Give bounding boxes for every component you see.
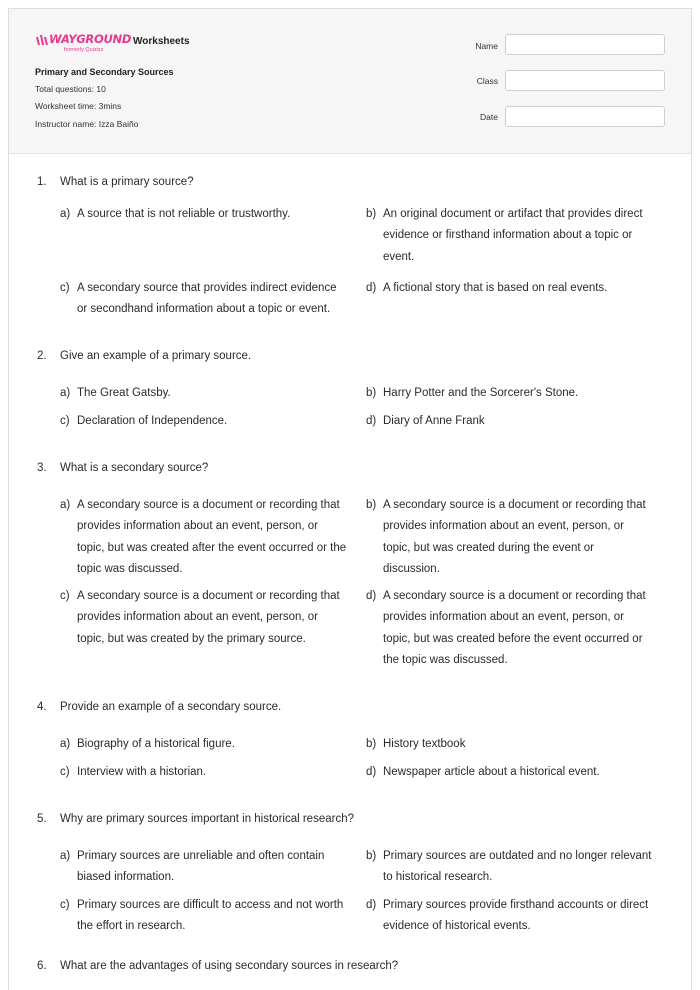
option-text-line: A secondary source is a document or recording that — [383, 590, 646, 602]
option-text-line: to historical research. — [383, 871, 493, 884]
option-text-line: provides information about an event, person, or — [77, 520, 319, 533]
option-letter: a) — [60, 208, 71, 220]
option-text — [383, 383, 578, 404]
option-text-line: A source that is not reliable or trustworthy. — [77, 208, 291, 220]
option-text-line: A secondary source is a document or recording that — [77, 590, 340, 602]
option-text-line: The Great Gatsby. — [77, 387, 171, 399]
option-text-line: Primary sources are outdated and no longer relevant — [383, 850, 652, 862]
worksheet-time: Worksheet time: 3mins — [35, 101, 122, 111]
option-text — [77, 846, 324, 889]
option-text-line: evidence or firsthand information about a topic or — [383, 229, 633, 242]
question-number: 3. — [37, 462, 47, 474]
option-text — [383, 895, 648, 938]
option-text — [77, 411, 227, 432]
option-letter: c) — [60, 282, 70, 294]
option-text — [383, 762, 600, 783]
question-text: What is a primary source? — [60, 176, 194, 188]
logo-wordmark: WAYGROUND — [49, 32, 132, 46]
option-letter: b) — [366, 208, 377, 220]
option-text-line: biased information. — [77, 871, 175, 884]
option-letter: c) — [60, 766, 70, 778]
option-text-line: topic, but was created before the event occurred or — [383, 632, 643, 645]
logo-subtitle: formerly Quizizz — [64, 47, 104, 53]
class-field[interactable] — [505, 70, 665, 91]
option-text-line: evidence of historical events. — [383, 920, 531, 933]
option-text — [383, 495, 646, 580]
question-number: 2. — [37, 350, 47, 362]
option-text — [77, 495, 346, 580]
option-text — [383, 411, 485, 432]
instructor-name: Instructor name: Izza Baiño — [35, 119, 139, 129]
question-text: Give an example of a primary source. — [60, 350, 252, 362]
option-text-line: provides information about an event, person, or — [77, 611, 319, 624]
option-text-line: topic, but was created by the primary source. — [77, 632, 306, 645]
question-text: What are the advantages of using secondary sources in research? — [60, 960, 399, 972]
option-text-line: topic was discussed. — [77, 562, 183, 575]
option-letter: c) — [60, 415, 70, 427]
option-text-line: topic, but was created during the event or — [383, 541, 594, 554]
option-text — [77, 204, 290, 225]
option-text-line: Declaration of Independence. — [77, 415, 228, 427]
option-text-line: provides information about an event, person, or — [383, 520, 625, 533]
option-text — [77, 895, 343, 938]
option-text — [383, 846, 652, 889]
option-text-line: An original document or artifact that provides direct — [383, 208, 643, 220]
option-text-line: Newspaper article about a historical event. — [383, 766, 600, 778]
option-text-line: the effort in research. — [77, 920, 186, 933]
date-field[interactable] — [505, 106, 665, 127]
option-text-line: Primary sources are unreliable and often contain — [77, 850, 325, 862]
option-text-line: or secondhand information about a topic or event. — [77, 303, 331, 316]
name-field[interactable] — [505, 34, 665, 55]
option-text-line: A secondary source is a document or recording that — [383, 499, 646, 511]
option-letter: d) — [366, 590, 377, 602]
question-number: 6. — [37, 960, 47, 972]
question-number: 5. — [37, 813, 47, 825]
class-label: Class — [476, 76, 498, 86]
worksheet-header — [9, 9, 691, 154]
option-text-line: Interview with a historian. — [77, 766, 207, 778]
option-letter: a) — [60, 738, 71, 750]
option-text-line: discussion. — [383, 562, 440, 575]
option-text — [77, 278, 337, 321]
option-letter: c) — [60, 899, 70, 911]
option-text-line: Harry Potter and the Sorcerer's Stone. — [383, 387, 579, 399]
option-text-line: Primary sources provide firsthand accounts or direct — [383, 899, 649, 911]
option-text-line: provides information about an event, person, or — [383, 611, 625, 624]
option-text-line: Diary of Anne Frank — [383, 415, 485, 427]
option-text-line: Biography of a historical figure. — [77, 738, 235, 750]
option-letter: b) — [366, 387, 377, 399]
option-letter: a) — [60, 850, 71, 862]
option-letter: d) — [366, 282, 377, 294]
option-letter: b) — [366, 499, 377, 511]
option-text — [383, 734, 465, 755]
wayground-logo — [35, 32, 132, 61]
option-letter: b) — [366, 738, 377, 750]
question-number: 1. — [37, 176, 47, 188]
option-text-line: A secondary source is a document or recording that — [77, 499, 340, 511]
product-name: Worksheets — [133, 36, 190, 47]
option-text-line: A secondary source that provides indirect evidence — [77, 282, 337, 294]
date-label: Date — [480, 112, 498, 122]
option-letter: c) — [60, 590, 70, 602]
option-text — [383, 278, 607, 299]
option-text — [77, 762, 206, 783]
option-letter: b) — [366, 850, 377, 862]
question-text: What is a secondary source? — [60, 462, 209, 474]
option-letter: d) — [366, 766, 377, 778]
name-label: Name — [475, 41, 498, 51]
option-text-line: Primary sources are difficult to access and not worth — [77, 899, 344, 911]
option-text-line: A fictional story that is based on real events. — [383, 282, 608, 294]
option-text-line: event. — [383, 250, 415, 263]
option-text — [77, 734, 235, 755]
option-text-line: topic, but was created after the event occurred or the — [77, 541, 347, 554]
option-letter: d) — [366, 415, 377, 427]
option-text — [77, 586, 340, 650]
option-text — [77, 383, 171, 404]
option-text — [383, 586, 646, 671]
option-letter: a) — [60, 387, 71, 399]
question-text: Why are primary sources important in historical research? — [60, 813, 354, 825]
total-questions: Total questions: 10 — [35, 84, 106, 94]
option-text-line: the topic was discussed. — [383, 653, 508, 666]
worksheet-title: Primary and Secondary Sources — [35, 67, 174, 77]
option-text — [383, 204, 643, 268]
question-number: 4. — [37, 701, 47, 713]
question-text: Provide an example of a secondary source. — [60, 701, 282, 713]
option-letter: d) — [366, 899, 377, 911]
option-letter: a) — [60, 499, 71, 511]
option-text-line: History textbook — [383, 738, 466, 750]
